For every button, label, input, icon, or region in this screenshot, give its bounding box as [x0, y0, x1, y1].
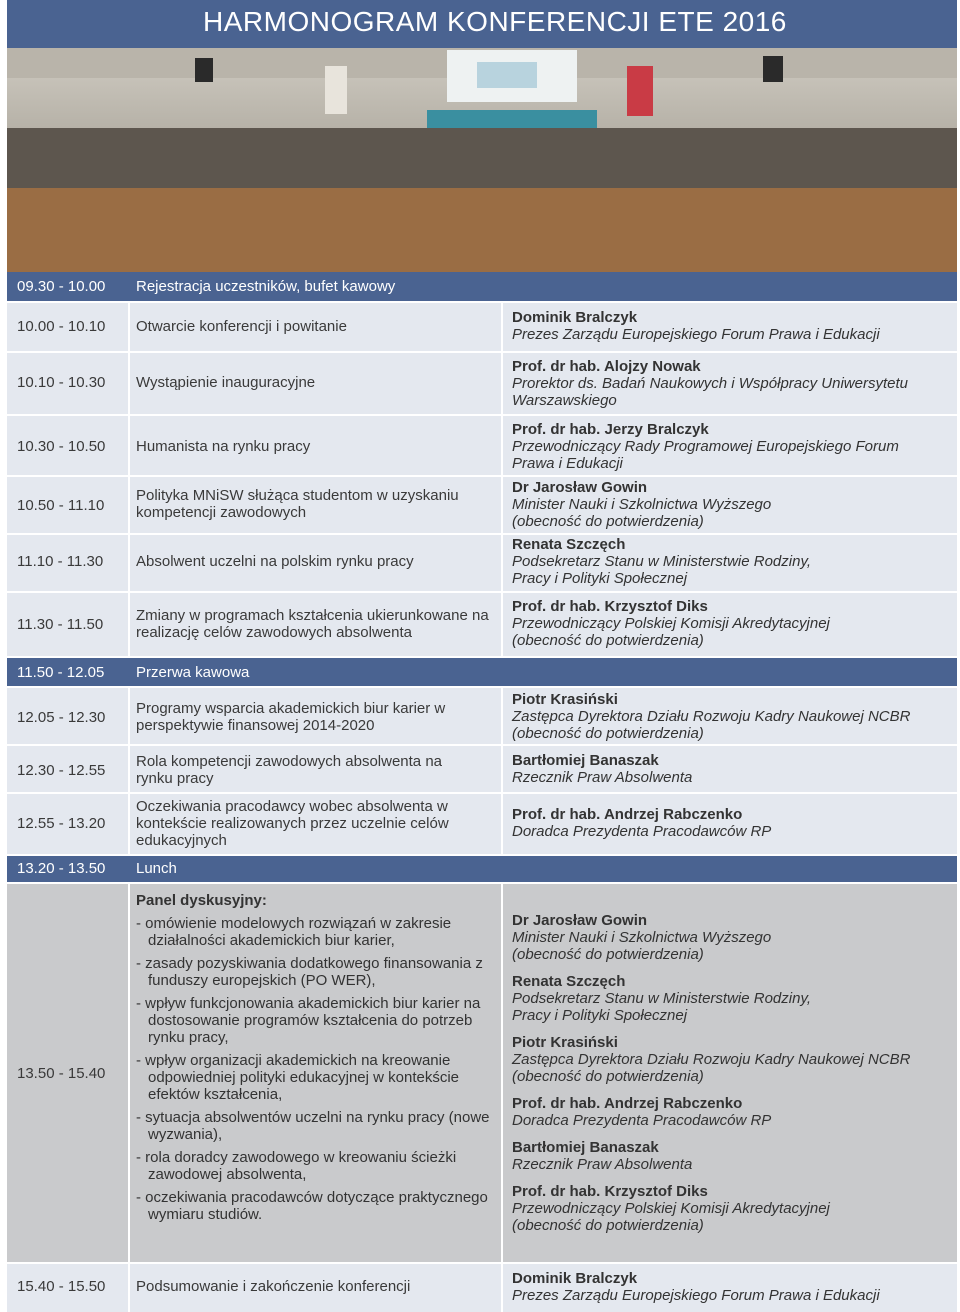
speaker-name: Prof. dr hab. Andrzej Rabczenko — [512, 806, 743, 823]
topic-label — [136, 700, 445, 734]
schedule-row — [7, 593, 957, 656]
speaker-role: Podsekretarz Stanu w Ministerstwie Rodziny, — [512, 990, 812, 1007]
time-label: 12.30 - 12.55 — [17, 762, 106, 779]
speaker — [512, 1139, 910, 1173]
speaker-role: Przewodniczący Rady Programowej Europejskiego Forum — [512, 438, 899, 455]
panel-speakers — [512, 912, 910, 1244]
speaker-role: (obecność do potwierdzenia) — [512, 632, 704, 649]
speaker-name: Dominik Bralczyk — [512, 1270, 638, 1287]
speaker — [512, 536, 811, 587]
time-label: 11.50 - 12.05 — [17, 664, 105, 681]
topic-label — [136, 607, 489, 641]
topic-line: kompetencji zawodowych — [136, 504, 307, 521]
speaker — [512, 421, 899, 472]
speaker-name: Bartłomiej Banaszak — [512, 1139, 659, 1156]
schedule-row — [7, 658, 957, 686]
speaker-name: Prof. dr hab. Krzysztof Diks — [512, 1183, 708, 1200]
topic-label — [136, 487, 459, 521]
time-label: 11.30 - 11.50 — [17, 616, 104, 633]
speaker-role: Warszawskiego — [512, 392, 617, 409]
speaker-name: Bartłomiej Banaszak — [512, 752, 659, 769]
time-label: 13.20 - 13.50 — [17, 860, 106, 877]
topic-line: Polityka MNiSW służąca studentom w uzyskaniu — [136, 487, 459, 504]
conference-hall-photo — [7, 48, 957, 272]
topic-line: edukacyjnych — [136, 832, 227, 849]
speaker-role: (obecność do potwierdzenia) — [512, 513, 704, 530]
schedule-row — [7, 1264, 957, 1312]
topic-line: Zmiany w programach kształcenia ukierunkowane na — [136, 607, 489, 624]
topic-line: Oczekiwania pracodawcy wobec absolwenta w — [136, 798, 448, 815]
schedule-row — [7, 477, 957, 533]
speaker-role: Prezes Zarządu Europejskiego Forum Prawa i Edukacji — [512, 326, 880, 343]
speaker-name: Dr Jarosław Gowin — [512, 479, 648, 496]
speaker — [512, 1270, 880, 1304]
time-label: 10.00 - 10.10 — [17, 318, 106, 335]
speaker — [512, 598, 830, 649]
topic-line: Rola kompetencji zawodowych absolwenta na — [136, 753, 443, 770]
panel-title: Panel dyskusyjny: — [136, 892, 267, 909]
topic-label: Rejestracja uczestników, bufet kawowy — [136, 278, 396, 295]
panel-item: - sytuacja absolwentów uczelni na rynku pracy (nowe wyzwania), — [136, 1109, 490, 1143]
topic-label: Podsumowanie i zakończenie konferencji — [136, 1278, 411, 1295]
time-label: 11.10 - 11.30 — [17, 553, 104, 570]
speaker-role: Zastępca Dyrektora Działu Rozwoju Kadry Naukowej NCBR — [512, 708, 911, 725]
title-bar — [7, 0, 957, 48]
speaker-role: Zastępca Dyrektora Działu Rozwoju Kadry Naukowej NCBR — [512, 1051, 911, 1068]
schedule-row — [7, 272, 957, 301]
panel-item: - omówienie modelowych rozwiązań w zakresie działalności akademickich biur karier, — [136, 915, 452, 949]
schedule-page — [7, 0, 957, 1312]
panel-topics — [136, 892, 508, 1229]
panel-item: - rola doradcy zawodowego w kreowaniu ścieżki zawodowej absolwenta, — [136, 1149, 457, 1183]
speaker — [512, 691, 910, 742]
time-label: 13.50 - 15.40 — [17, 1065, 106, 1082]
speaker — [512, 309, 880, 343]
speaker-role: Przewodniczący Polskiej Komisji Akredytacyjnej — [512, 615, 830, 632]
speaker — [512, 973, 910, 1024]
time-label: 15.40 - 15.50 — [17, 1278, 106, 1295]
speaker-role: Przewodniczący Polskiej Komisji Akredytacyjnej — [512, 1200, 830, 1217]
topic-label: Otwarcie konferencji i powitanie — [136, 318, 347, 335]
schedule-row — [7, 688, 957, 744]
speaker-role: Pracy i Polityki Społecznej — [512, 1007, 688, 1024]
speaker-role: (obecność do potwierdzenia) — [512, 946, 704, 963]
speaker-role: Doradca Prezydenta Pracodawców RP — [512, 823, 772, 840]
time-label: 10.30 - 10.50 — [17, 438, 106, 455]
speaker-name: Renata Szczęch — [512, 973, 626, 990]
schedule-row — [7, 303, 957, 351]
topic-line: perspektywie finansowej 2014-2020 — [136, 717, 375, 734]
topic-label: Humanista na rynku pracy — [136, 438, 311, 455]
topic-label — [136, 798, 449, 849]
time-label: 10.50 - 11.10 — [17, 497, 105, 514]
panel-item: - oczekiwania pracodawców dotyczące praktycznego wymiaru studiów. — [136, 1189, 488, 1223]
topic-label: Wystąpienie inauguracyjne — [136, 374, 316, 391]
topic-line: realizację celów zawodowych absolwenta — [136, 624, 412, 641]
time-label: 10.10 - 10.30 — [17, 374, 106, 391]
speaker-role: Doradca Prezydenta Pracodawców RP — [512, 1112, 772, 1129]
speaker — [512, 1183, 910, 1234]
speaker — [512, 912, 910, 963]
topic-label: Lunch — [136, 860, 177, 877]
speaker-name: Dominik Bralczyk — [512, 309, 638, 326]
time-label: 09.30 - 10.00 — [17, 278, 106, 295]
page-title: HARMONOGRAM KONFERENCJI ETE 2016 — [203, 6, 787, 37]
speaker-name: Prof. dr hab. Alojzy Nowak — [512, 358, 701, 375]
speaker-role: Rzecznik Praw Absolwenta — [512, 1156, 693, 1173]
schedule-row — [7, 535, 957, 591]
speaker — [512, 1095, 910, 1129]
speaker — [512, 752, 692, 786]
speaker — [512, 1034, 910, 1085]
topic-line: Programy wsparcia akademickich biur karier w — [136, 700, 446, 717]
topic-label: Przerwa kawowa — [136, 664, 250, 681]
speaker-role: Minister Nauki i Szkolnictwa Wyższego — [512, 496, 772, 513]
speaker-name: Prof. dr hab. Krzysztof Diks — [512, 598, 708, 615]
speaker-role: (obecność do potwierdzenia) — [512, 1217, 704, 1234]
topic-label — [136, 753, 442, 787]
speaker-name: Prof. dr hab. Andrzej Rabczenko — [512, 1095, 743, 1112]
speaker-name: Piotr Krasiński — [512, 691, 618, 708]
schedule-row — [7, 416, 957, 475]
schedule-row — [7, 856, 957, 882]
schedule-row — [7, 794, 957, 854]
speaker-role: Prezes Zarządu Europejskiego Forum Prawa i Edukacji — [512, 1287, 880, 1304]
panel-item: - zasady pozyskiwania dodatkowego finansowania z funduszy europejskich (PO WER), — [136, 955, 483, 989]
speaker-role: (obecność do potwierdzenia) — [512, 725, 704, 742]
topic-line: kontekście realizowanych przez uczelnie celów — [136, 815, 449, 832]
speaker-name: Prof. dr hab. Jerzy Bralczyk — [512, 421, 709, 438]
topic-line: rynku pracy — [136, 770, 214, 787]
time-label: 12.55 - 13.20 — [17, 815, 106, 832]
panel-item: - wpływ organizacji akademickich na kreowanie odpowiedniej polityki edukacyjnej w kontekście efektów kształcenia, — [136, 1052, 460, 1103]
speaker-role: (obecność do potwierdzenia) — [512, 1068, 704, 1085]
speaker-role: Podsekretarz Stanu w Ministerstwie Rodziny, — [512, 553, 812, 570]
time-label: 12.05 - 12.30 — [17, 709, 106, 726]
speaker — [512, 479, 771, 530]
speaker-role: Prawa i Edukacji — [512, 455, 623, 472]
schedule-row — [7, 746, 957, 792]
speaker-role: Rzecznik Praw Absolwenta — [512, 769, 693, 786]
speaker-role: Pracy i Polityki Społecznej — [512, 570, 688, 587]
speaker-role: Minister Nauki i Szkolnictwa Wyższego — [512, 929, 772, 946]
speaker-name: Piotr Krasiński — [512, 1034, 618, 1051]
schedule-row-panel — [7, 884, 957, 1262]
speaker-name: Dr Jarosław Gowin — [512, 912, 648, 929]
speaker-name: Renata Szczęch — [512, 536, 626, 553]
speaker-role: Prorektor ds. Badań Naukowych i Współpracy Uniwersytetu — [512, 375, 908, 392]
speaker — [512, 358, 908, 409]
schedule-row — [7, 353, 957, 414]
topic-label: Absolwent uczelni na polskim rynku pracy — [136, 553, 414, 570]
panel-item: - wpływ funkcjonowania akademickich biur karier na dostosowanie programów kształcenia do potrzeb rynku pracy, — [136, 995, 481, 1046]
speaker — [512, 806, 771, 840]
